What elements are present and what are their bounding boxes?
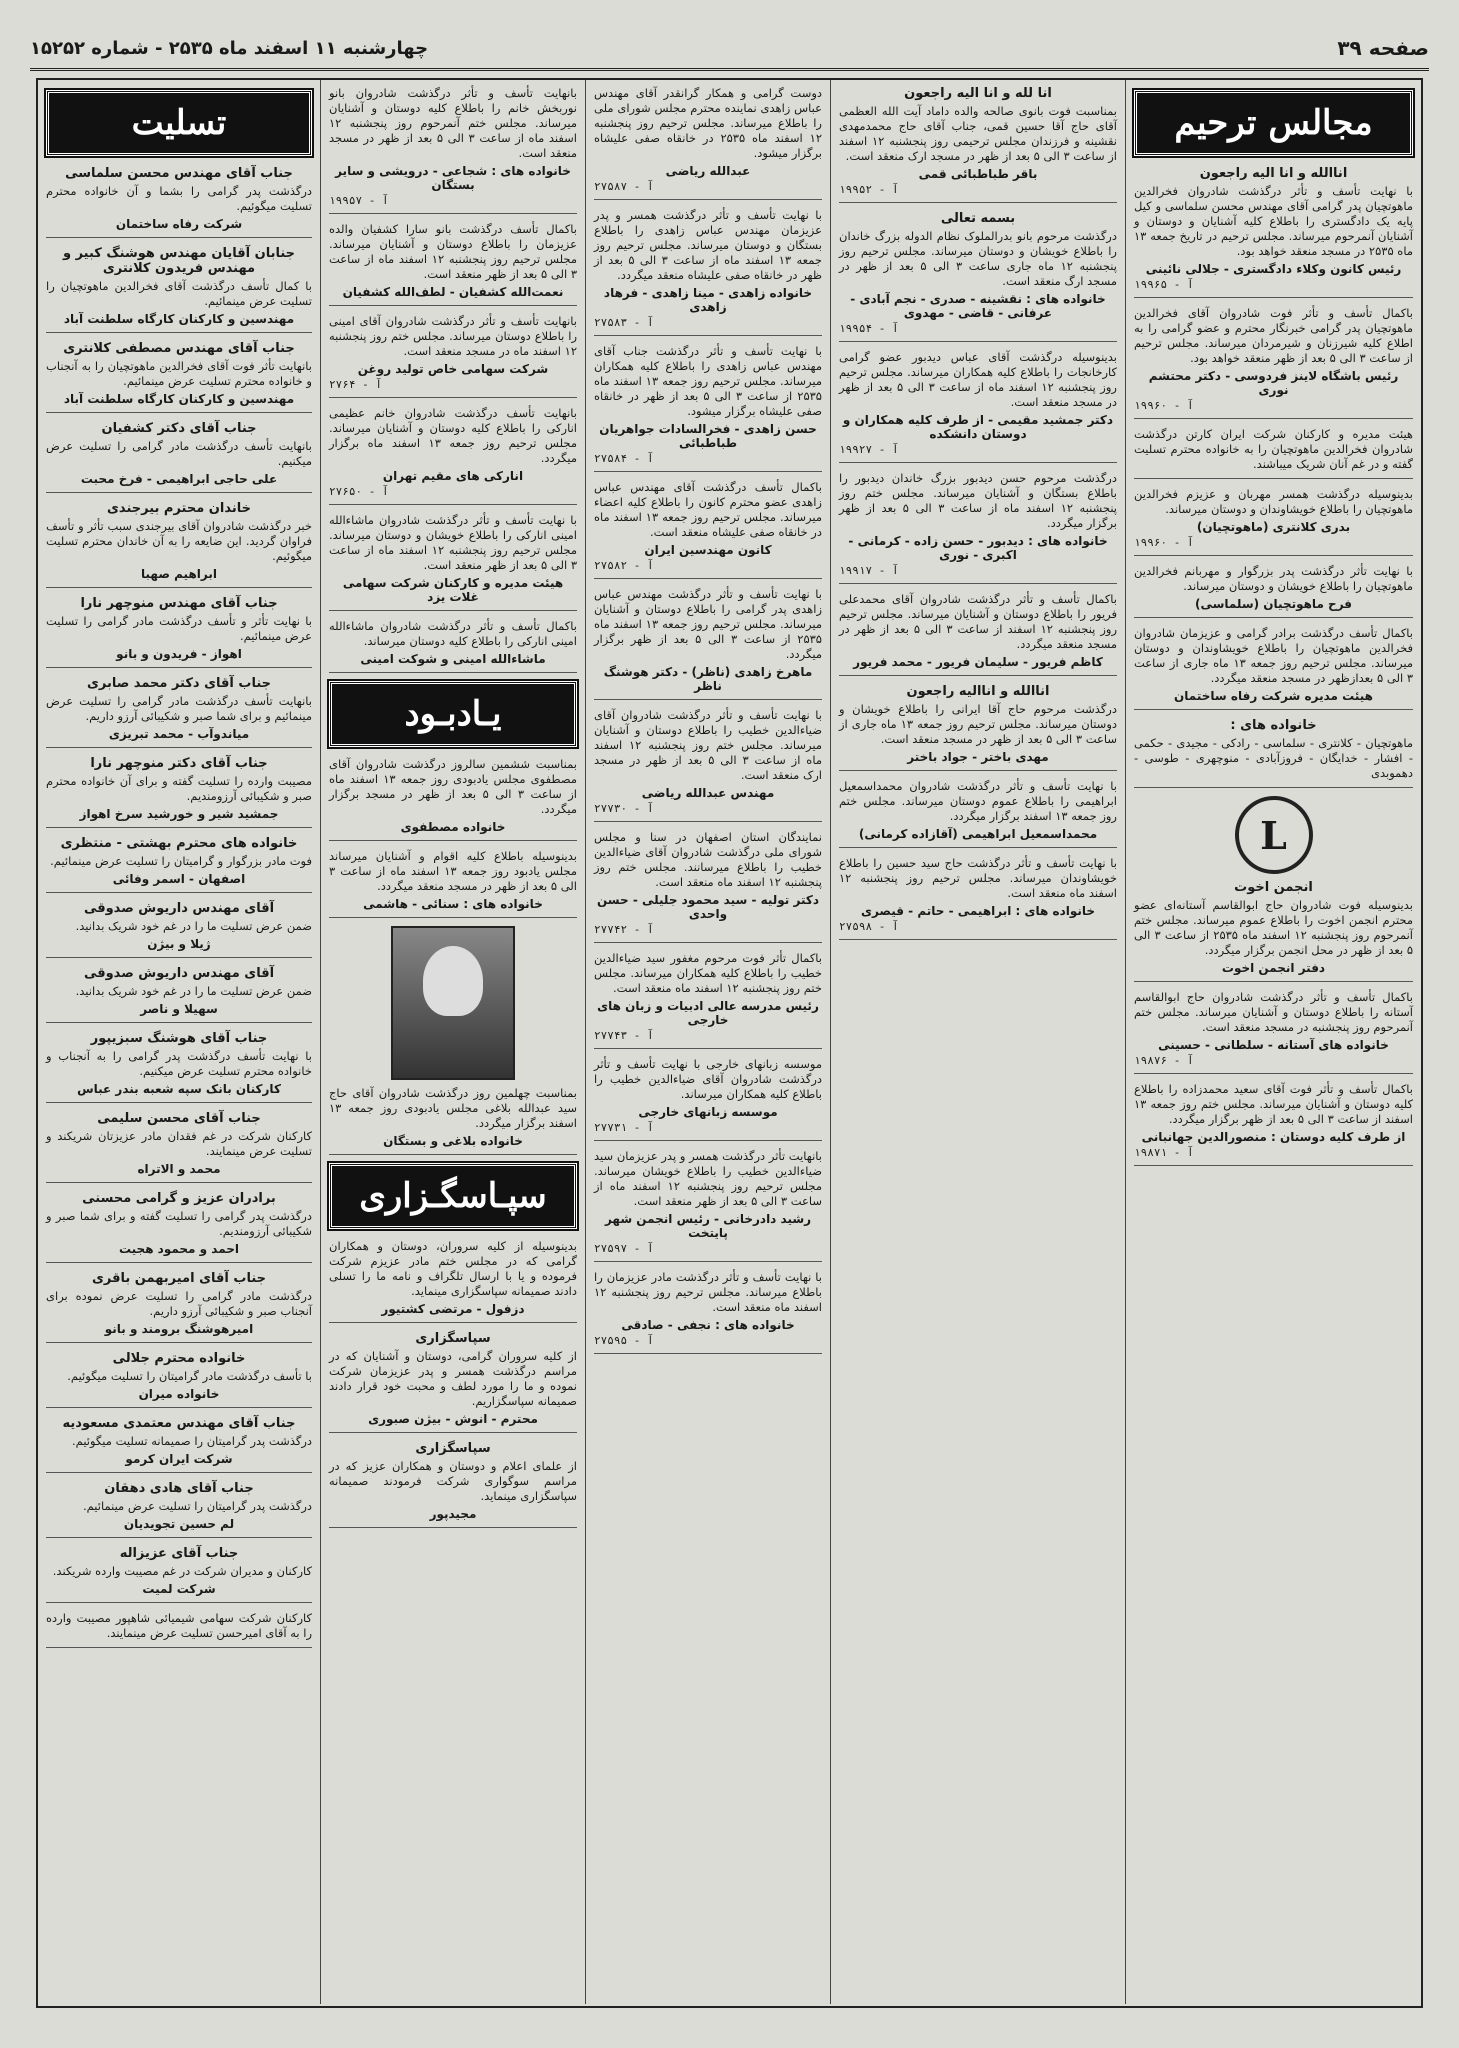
notice-body: بانهایت تأسف و تأثر درگذشت شادروان آقای امینی را باطلاع دوستان میرساند. مجلس ختم روز پنجشنبه ۱۲ اسفند ماه در مسجد منعقد است. [329, 314, 577, 358]
notice-block [1134, 626, 1413, 710]
notice-body: با نهایت تأسف و تأثر درگذشت شادروان فخرالدین ماهوتچیان پدر گرامی آقای مهندس محسن سلماسی و کیل پایه یک دادگستری را باطلاع کلیه آشنایان و دوستان و آشنایان آنمرحوم میرساند. مجلس ترحیم در تاریخ جمعه ۱۳ ماه ۲۵۳۵ در مسجد منعقد خواهد بود. [1134, 184, 1413, 258]
notice-code: آ - ۱۹۸۷۶ [1134, 1054, 1194, 1067]
notice-signature: خانواده زاهدی - مینا زاهدی - فرهاد زاهدی [603, 286, 813, 314]
notice-signature: دفتر انجمن اخوت [1221, 961, 1326, 975]
notice-body: بانهایت تأثر فوت آقای فخرالدین ماهوتچیان را به آنجناب و خانواده محترم تسلیت عرض مینمائیم. [46, 359, 312, 388]
notice-signature: لم حسین تجویدیان [123, 1517, 235, 1531]
notice-signature: باقر طباطبائی قمی [918, 167, 1038, 181]
notice-code: آ - ۲۷۵۸۴ [594, 452, 654, 465]
notice-signature: امیرهوشنگ برومند و بانو [104, 1322, 254, 1336]
notice-code: آ - ۱۹۹۶۰ [1134, 399, 1194, 412]
notice-block [46, 676, 312, 748]
notice-body: کارکنان شرکت سهامی شیمیائی شاهپور مصیبت وارده را به آقای امیرحسن تسلیت عرض مینمایند. [46, 1611, 312, 1640]
notice-body: با نهایت تأسف و تأثر درگذشت همسر و پدر عزیزمان مهندس عباس زاهدی را باطلاع بستگان و دوستان میرساند. مجلس ترحیم روز جمعه ۱۳ اسفند ماه از ساعت ۳ الی ۵ بعد از ظهر در خانقاه صفی علیشاه منعقد میگردد. [594, 208, 822, 282]
notice-body: با نهایت تأسف و تأثر درگذشت مادر عزیزمان را باطلاع میرساند. مجلس ترحیم روز پنجشنبه ۱۲ اسفند ماه منعقد است. [594, 1270, 822, 1314]
notice-body: بدینوسیله فوت شادروان حاج ابوالقاسم آستانه‌ای عضو محترم انجمن اخوت را باطلاع عموم میرساند. مجلس ختم آنمرحوم روز پنجشنبه ۱۲ اسفند ماه ۲۵۳۵ از ساعت ۳ الی ۵ بعد از ظهر در محل انجمن برگزار میگردد. [1134, 898, 1414, 957]
notice-heading: جناب آقای هادی دهقان [104, 1481, 254, 1496]
notice-signature: شرکت سهامی خاص تولید روغن [357, 362, 549, 376]
notice-heading: جناب آقای مهندس مصطفی کلانتری [63, 341, 295, 356]
page-number: صفحه ۳۹ [1337, 36, 1429, 60]
notice-code: آ - ۱۹۹۵۴ [839, 322, 899, 335]
notice-signature: سهیلا و ناصر [140, 1002, 218, 1016]
notice-body: با نهایت تأسف و تأثر درگذشت شادروان محمداسمعیل ابراهیمی را باطلاع عموم دوستان میرساند. مجلس ختم روز جمعه ۱۳ اسفند برگزار میگردد. [839, 779, 1117, 823]
notice-block [594, 208, 822, 336]
notice-body: ضمن عرض تسلیت ما را در غم خود شریک بدانید. [75, 919, 312, 933]
notice-signature: محمد و الاتراه [137, 1162, 221, 1176]
notice-block [46, 1191, 312, 1263]
notice-heading: جناب آقای محسن سلیمی [97, 1111, 261, 1126]
notice-heading: جناب آقای امیربهمن باقری [91, 1271, 266, 1286]
notice-signature: رئیس کانون وکلاء دادگستری - جلالی نائینی [1145, 262, 1402, 276]
notice-block [46, 1271, 312, 1343]
notice-signature: نعمت‌الله کشفیان - لطف‌الله کشفیان [342, 285, 564, 299]
notice-code: آ - ۲۷۵۸۳ [594, 316, 654, 329]
notice-code: آ - ۱۹۹۵۲ [839, 183, 899, 196]
notice-body: از کلیه سروران گرامی، دوستان و آشنایان که در مراسم درگذشت همسر و پدر عزیزمان شرکت نموده و ما را مورد لطف و محبت خود قرار دادند صمیمانه سپاسگزاریم. [329, 1349, 577, 1408]
notice-code: آ - ۲۷۵۸۲ [594, 559, 654, 572]
notice-body: بانهایت تأسف و تأثر درگذشت شادروان بانو نوربخش خانم را باطلاع کلیه دوستان و آشنایان میرساند. مجلس ختم آنمرحوم روز پنجشنبه ۱۲ اسفند ماه از ساعت ۳ الی ۵ بعد از ظهر در مسجد منعقد است. [329, 86, 577, 160]
notice-body: درگذشت پدر گرامیتان را تسلیت عرض مینمائیم. [82, 1499, 312, 1513]
notice-body: بانهایت تأسف درگذشت مادر گرامی را تسلیت عرض میکنیم. [46, 439, 312, 468]
notice-body: بمناسبت فوت بانوی صالحه والده داماد آیت الله العظمی آقای حاج آقا حسین قمی، جناب آقای حاج محمدمهدی نقشینه و فرزندان مجلس ترحیمی روز پنجشنبه ۱۲ اسفند از ساعت ۳ الی ۵ بعد از ظهر در مسجد ارک منعقد است. [839, 104, 1117, 163]
notice-signature: علی حاجی ابراهیمی - فرخ محبت [80, 472, 278, 486]
section-banner-taslit: تسلیت [46, 90, 312, 156]
lions-club-emblem: L [1235, 796, 1313, 874]
notice-signature: ابراهیم صهبا [141, 567, 217, 581]
notice-signature: رئیس باشگاه لاینز فردوسی - دکتر محتشم نوری [1148, 369, 1399, 397]
notice-code: آ - ۱۹۹۱۷ [839, 564, 899, 577]
notice-signature: ماشاءالله امینی و شوکت امینی [360, 652, 546, 666]
notice-signature: خانواده مصطفوی [400, 820, 506, 834]
notice-body: بدینوسیله درگذشت همسر مهربان و عزیزم فخرالدین ماهوتچیان را باطلاع خویشاوندان و دوستان میرساند. [1134, 487, 1413, 516]
notice-body: باکمال تأسف درگذشت بانو سارا کشفیان والده عزیزمان را باطلاع دوستان و آشنایان میرساند. مجلس ترحیم روز پنجشنبه ۱۲ اسفند ماه از ساعت ۳ الی ۵ بعد از ظهر منعقد است. [329, 222, 578, 281]
notice-body: نمایندگان استان اصفهان در سنا و مجلس شورای ملی درگذشت شادروان آقای ضیاءالدین خطیب را باطلاع میرسانند. مجلس ختم روز پنجشنبه ۱۲ اسفند ماه منعقد است. [594, 830, 822, 889]
notice-block [594, 1270, 822, 1354]
notice-heading: اناالله و اناالیه راجعون [906, 684, 1050, 699]
notice-signature: کاظم فریور - سلیمان فریور - محمد فریور [853, 655, 1103, 669]
notice-block [329, 513, 577, 611]
notice-body: بانهایت تأسف درگذشت شادروان خانم عظیمی انارکی را باطلاع کلیه دوستان و آشنایان میرساند. مجلس ترحیم روز جمعه ۱۳ اسفند ماه برگزار میگردد. [329, 406, 577, 465]
notice-block [46, 166, 312, 238]
notice-body: از علمای اعلام و دوستان و همکاران عزیز که در مراسم سوگواری شرکت فرمودند صمیمانه سپاسگزاری مینماید. [329, 1459, 577, 1503]
notice-heading: جناب آقای مهندس معتمدی مسعودیه [62, 1416, 296, 1431]
notice-body: درگذشت مرحوم بانو بدرالملوک نظام الدوله بزرگ خاندان را باطلاع خویشان و دوستان میرساند. مجلس ترحیم روز پنجشنبه ۱۲ ماه جاری ساعت ۳ الی ۵ بعد از ظهر در مسجد ارگ منعقد است. [839, 229, 1117, 288]
notice-body: باکمال تأسف و تأثر درگذشت شادروان حاج ابوالقاسم آستانه را باطلاع دوستان و آشنایان میرساند. مجلس ختم آنمرحوم روز پنجشنبه در مسجد منعقد است. [1134, 990, 1413, 1034]
notice-heading: جناب آقای دکتر منوچهر نارا [90, 756, 268, 771]
notice-heading: خاندان محترم بیرجندی [107, 501, 251, 516]
notice-signature: از طرف کلیه دوستان : منصورالدین جهانبانی [1141, 1130, 1406, 1144]
notice-signature: مجیدپور [429, 1507, 477, 1521]
notice-body: دوست گرامی و همکار گرانقدر آقای مهندس عباس زاهدی نماینده محترم مجلس شورای ملی را باطلاع میرساند. مجلس ترحیم روز پنجشنبه ۱۲ اسفند ماه ۲۵۳۵ در خانقاه صفی علیشاه برگزار میشود. [594, 86, 822, 160]
notice-block [594, 344, 822, 472]
notice-block [594, 480, 822, 579]
notice-signature: ماهرخ زاهدی (ناظر) - دکتر هوشنگ ناظر [603, 665, 813, 693]
notice-block [46, 501, 312, 588]
notice-heading: خانواده محترم جلالی [112, 1351, 246, 1366]
notice-signature: هیئت مدیره شرکت رفاه ساختمان [1174, 689, 1373, 703]
notice-signature: اهواز - فریدون و بانو [116, 647, 242, 661]
notice-code: آ - ۲۷۷۳۱ [594, 1121, 654, 1134]
notice-body: باکمال تأسف درگذشت برادر گرامی و عزیزمان شادروان فخرالدین ماهوتچیان را باطلاع خویشاوندان و دوستان میرساند. مجلس ترحیم روز جمعه ۱۳ ماه جاری از ساعت ۳ الی ۵ بعدازظهر در مسجد منعقد میگردد. [1134, 626, 1413, 685]
notice-block [329, 1441, 577, 1528]
portrait-photo [391, 926, 515, 1080]
notice-block [1134, 1082, 1413, 1166]
notice-body: ضمن عرض تسلیت ما را در غم خود شریک بدانید. [75, 984, 312, 998]
notice-block [1134, 427, 1413, 479]
column-taslit [38, 80, 320, 2004]
notice-body: با نهایت تأسف و تأثر درگذشت شادروان آقای ضیاءالدین خطیب را باطلاع دوستان و آشنایان میرساند. مجلس ختم روز پنجشنبه ۱۲ اسفند ماه از ساعت ۳ الی ۵ بعد از ظهر در مسجد ارک منعقد است. [594, 708, 822, 782]
notice-body: درگذشت پدر گرامی را تسلیت گفته و برای شما صبر و شکیبائی آرزومندیم. [46, 1209, 312, 1238]
notice-block [329, 849, 577, 918]
notice-signature: خانواده های : سنائی - هاشمی [363, 897, 543, 911]
section-banner-majales-tarhim: مجالس ترحیم [1134, 90, 1413, 156]
notice-block [1134, 718, 1413, 788]
notice-heading: جناب آقای دکتر کشفیان [101, 421, 257, 436]
notice-block [594, 830, 822, 943]
notice-signature: مهندسین و کارکنان کارگاه سلطنت آباد [63, 392, 295, 406]
notice-heading: خانواده های محترم بهشتی - منتظری [60, 836, 298, 851]
notice-code: آ - ۱۹۹۶۰ [1134, 536, 1194, 549]
notice-signature: خانواده های آستانه - سلطانی - حسینی [1158, 1038, 1389, 1052]
notice-block [1134, 487, 1413, 556]
notice-heading: جناب آقای مهندس منوچهر نارا [80, 596, 278, 611]
notice-signature: دکتر تولیه - سید محمود جلیلی - حسن واحدی [597, 893, 819, 921]
notice-block [46, 1031, 312, 1103]
notice-heading: جنابان آقایان مهندس هوشنگ کبیر و مهندس فریدون کلانتری [62, 246, 296, 276]
notice-block [46, 1546, 312, 1603]
notice-block [329, 1331, 577, 1433]
notice-signature: اصفهان - اسمر وفائی [112, 872, 246, 886]
notice-block [1134, 564, 1413, 618]
running-head [30, 28, 1429, 71]
notice-code: آ - ۲۷۵۹۷ [594, 1242, 654, 1255]
notice-signature: مهدی باختر - جواد باختر [907, 750, 1049, 764]
notice-code: آ - ۲۷۷۴۲ [594, 923, 654, 936]
notice-body: درگذشت پدر گرامی را بشما و آن خانواده محترم تسلیت میگوئیم. [46, 184, 312, 213]
notice-block [46, 421, 312, 493]
section-banner-sepasgozari: سپـاسگـزاری [329, 1163, 577, 1229]
notice-signature: مهندس عبدالله ریاضی [641, 786, 775, 800]
notice-block [839, 471, 1117, 584]
notice-body: فوت مادر بزرگوار و گرامیتان را تسلیت عرض مینمائیم. [50, 854, 312, 868]
notice-body: ماهوتچیان - کلانتری - سلماسی - رادکی - مجیدی - حکمی - افشار - خدایگان - فروزآبادی - منوچهری - طوسی - دهموبدی [1134, 736, 1413, 780]
notice-body: باکمال تأسف و تأثر فوت شادروان آقای فخرالدین ماهوتچیان پدر گرامی خبرنگار محترم و عضو گرامی را به اطلاع کلیه شیرزنان و شیرمردان میرساند. مجلس ترحیم از ساعت ۳ الی ۵ بعد از ظهر منعقد خواهد بود. [1134, 306, 1413, 365]
photo-caption: بمناسبت چهلمین روز درگذشت شادروان آقای حاج سید عبدالله بلاغی مجلس یادبودی روز جمعه ۱۳ اسفند برگزار میگردد. [329, 1086, 577, 1130]
notice-block [594, 587, 822, 700]
notice-signature: دزفول - مرتضی کشتیور [381, 1302, 525, 1316]
notice-heading: جناب آقای دکتر محمد صابری [86, 676, 272, 691]
notice-body: باکمال تأسف و تأثر درگذشت شادروان ماشاءالله امینی انارکی را باطلاع کلیه دوستان میرساند. [329, 619, 577, 648]
notice-body: باکمال تأسف و تأثر درگذشت شادروان آقای محمدعلی فریور را باطلاع دوستان و آشنایان میرساند. مجلس ترحیم روز پنجشنبه ۱۲ اسفند از ساعت ۳ الی ۵ بعد از ظهر در مسجد منعقد میگردد. [839, 592, 1117, 651]
notice-signature: شرکت رفاه ساختمان [115, 217, 243, 231]
notice-code: آ - ۲۷۷۳۰ [594, 802, 654, 815]
notice-block [46, 836, 312, 893]
notice-body: بدینوسیله باطلاع کلیه اقوام و آشنایان میرساند مجلس یادبود روز جمعه ۱۳ اسفند ماه از ساعت ۳ الی ۵ بعد از ظهر در مسجد منعقد میگردد. [329, 849, 577, 893]
notice-body: موسسه زبانهای خارجی با نهایت تأسف و تأثر درگذشت شادروان آقای ضیاءالدین خطیب را باطلاع کلیه همکاران میرساند. [594, 1057, 822, 1101]
notice-block [839, 592, 1117, 676]
notice-block [839, 779, 1117, 848]
notice-body: با نهایت تأثر درگذشت پدر بزرگوار و مهربانم فخرالدین ماهوتچیان را باطلاع خویشان و دوستان میرساند. [1134, 564, 1413, 593]
notice-signature: خانواده میران [138, 1387, 220, 1401]
notice-block [329, 406, 577, 505]
notice-block [329, 1239, 577, 1323]
notice-block [46, 1416, 312, 1473]
notice-heading: سپاسگزاری [415, 1441, 491, 1456]
notice-signature: احمد و محمود هجیت [118, 1242, 240, 1256]
notice-signature: بدری کلانتری (ماهوتچیان) [1196, 520, 1351, 534]
notice-signature: میاندوآب - محمد تبریزی [108, 727, 250, 741]
notice-heading: آقای مهندس داریوش صدوقی [83, 901, 275, 916]
notice-code: آ - ۱۹۸۷۱ [1134, 1146, 1194, 1159]
notice-block [46, 901, 312, 958]
notice-signature: شرکت ایران کرمو [125, 1452, 233, 1466]
notice-signature: محمداسمعیل ابراهیمی (آقازاده کرمانی) [858, 827, 1098, 841]
notice-heading: جناب آقای مهندس محسن سلماسی [65, 166, 293, 181]
notice-body: درگذشت مادر گرامی را تسلیت عرض نموده برای آنجناب صبر و شکیبائی آرزو داریم. [46, 1289, 312, 1318]
notice-heading: بسمه تعالی [940, 211, 1016, 226]
notice-block [839, 684, 1117, 771]
notice-body: کارکنان شرکت در غم فقدان مادر عزیزتان شریکند و تسلیت عرض مینمایند. [46, 1129, 312, 1158]
photo-notice [329, 1086, 577, 1155]
notice-signature: هیئت مدیره و کارکنان شرکت سهامی غلات یزد [342, 576, 564, 604]
photo-signature: خانواده بلاغی و بستگان [383, 1134, 523, 1148]
notice-body: کارکنان و مدیران شرکت در غم مصیبت وارده شریکند. [52, 1564, 312, 1578]
notice-body: با تأسف درگذشت مادر گرامیتان را تسلیت میگوئیم. [67, 1369, 312, 1383]
notice-code: آ - ۲۷۵۸۷ [594, 180, 654, 193]
column-2 [830, 80, 1125, 2004]
notice-block [839, 211, 1117, 342]
notice-body: بدینوسیله از کلیه سروران، دوستان و همکاران گرامی که در مجلس ختم مادر عزیزم شرکت فرموده و یا با ارسال تلگراف و نامه ما را تسلی دادند صمیمانه سپاسگزاری مینماید. [329, 1239, 577, 1298]
notice-signature: رشید دادرخانی - رئیس انجمن شهر پایتخت [604, 1212, 812, 1240]
notice-signature: خانواده های : نقشینه - صدری - نجم آبادی - عرفانی - قاضی - مهدوی [850, 292, 1106, 320]
notice-body: بدینوسیله درگذشت آقای عباس دیدبور عضو گرامی کارخانجات را باطلاع کلیه همکاران میرساند. مجلس ترحیم روز پنجشنبه ۱۲ اسفند ماه از ساعت ۳ الی ۵ بعد از ظهر در مسجد منعقد است. [839, 350, 1117, 409]
notice-body: باکمال تأثر فوت مرحوم مغفور سید ضیاءالدین خطیب را باطلاع کلیه همکاران میرساند. مجلس ختم روز پنجشنبه ۱۲ اسفند ماه منعقد است. [594, 951, 822, 995]
notice-block [46, 756, 312, 828]
notice-body: با نهایت تأثر و تأسف درگذشت مادر گرامی را تسلیت عرض مینمائیم. [46, 614, 312, 643]
notice-signature: عبدالله ریاضی [665, 164, 751, 178]
notice-signature: انارکی های مقیم تهران [382, 469, 524, 483]
notice-signature: خانواده های : نجفی - صادقی [621, 1318, 795, 1332]
notice-body: بانهایت تأسف درگذشت مادر گرامی را تسلیت عرض مینمائیم و برای شما صبر و شکیبائی آرزو داریم. [46, 694, 312, 723]
notice-block [594, 1057, 822, 1141]
notice-signature: جمشید شیر و خورشید سرخ اهواز [79, 807, 279, 821]
notice-body: باکمال تأسف و تأثر فوت آقای سعید محمدزاده را باطلاع کلیه دوستان و آشنایان میرساند. مجلس ختم روز جمعه ۱۳ اسفند از ساعت ۳ الی ۵ بعد از ظهر برگزار میگردد. [1134, 1082, 1413, 1126]
notice-block [594, 86, 822, 200]
notice-signature: خانواده های : شجاعی - درویشی و سایر بستگان [335, 164, 571, 192]
column-3 [585, 80, 830, 2004]
notice-block [46, 596, 312, 668]
notice-signature: خانواده های : دیدبور - حسن زاده - کرمانی - اکبری - نوری [848, 534, 1108, 562]
issue-line: چهارشنبه ۱۱ اسفند ماه ۲۵۳۵ - شماره ۱۵۲۵۲ [30, 37, 429, 59]
notice-heading: خانواده های : [1230, 718, 1317, 733]
notice-block [839, 856, 1117, 940]
notice-body: بانهایت تأثر درگذشت همسر و پدر عزیزمان سید ضیاءالدین خطیب را باطلاع خویشان میرساند. مجلس ترحیم روز پنجشنبه ۱۲ اسفند ماه از ساعت ۳ الی ۵ بعد از ظهر منعقد است. [594, 1149, 823, 1208]
notice-block [1134, 166, 1413, 298]
notice-body: با نهایت تأسف و تأثر درگذشت جناب آقای مهندس عباس زاهدی را باطلاع کلیه همکاران میرساند. مجلس ترحیم روز جمعه ۱۳ اسفند ماه ۲۵۳۵ از ساعت ۳ الی ۵ بعد از ظهر در خانقاه صفی علیشاه برگزار میشود. [594, 344, 822, 418]
notice-signature: مهندسین و کارکنان کارگاه سلطنت آباد [63, 312, 295, 326]
notice-block [594, 708, 822, 822]
notice-block [1134, 306, 1413, 419]
notice-body: باکمال تأسف درگذشت آقای مهندس عباس زاهدی عضو محترم کانون را باطلاع کلیه اعضاء میرساند. مجلس ترحیم روز جمعه ۱۳ اسفند ماه در خانقاه صفی علیشاه منعقد است. [594, 480, 822, 539]
notice-block [329, 619, 577, 673]
notice-block [329, 757, 577, 841]
notice-heading: انجمن اخوت [1234, 880, 1313, 895]
notice-body: با کمال تأسف درگذشت آقای فخرالدین ماهوتچیان را تسلیت عرض مینمائیم. [46, 279, 312, 308]
notice-signature: دکتر جمشید مقیمی - از طرف کلیه همکاران و دوستان دانشکده [842, 413, 1114, 441]
notice-body: با نهایت تأسف درگذشت پدر گرامی را به آنجناب و خانواده محترم تسلیت عرض میکنیم. [46, 1049, 312, 1078]
notice-code: آ - ۱۹۹۶۵ [1134, 278, 1194, 291]
notice-block [1134, 990, 1413, 1074]
notice-heading: جناب آقای عزیزاله [119, 1546, 239, 1561]
section-banner-yadbud: یـادبـود [329, 681, 577, 747]
notice-block [46, 966, 312, 1023]
notice-body: هیئت مدیره و کارکنان شرکت ایران کارتن درگذشت شادروان فخرالدین ماهوتچیان را به خانواده محترم تسلیت گفته و در غم آنان شریک میباشند. [1134, 427, 1413, 471]
notice-block [46, 1351, 312, 1408]
notice-signature: کارکنان بانک سپه شعبه بندر عباس [77, 1082, 281, 1096]
notice-heading: آقای مهندس داریوش صدوقی [83, 966, 275, 981]
notice-signature: حسن زاهدی - فخرالسادات جواهریان طباطبائی [599, 422, 817, 450]
notice-signature: ژیلا و بیژن [147, 937, 211, 951]
notice-body: با نهایت تأسف و تأثر درگذشت مهندس عباس زاهدی پدر گرامی را باطلاع دوستان و آشنایان میرساند. مجلس ترحیم روز جمعه ۱۳ اسفند ماه ۲۵۳۵ از ساعت ۳ الی ۵ بعد از ظهر برگزار میگردد. [594, 587, 822, 661]
notice-block [1134, 880, 1413, 982]
notice-block [46, 1611, 312, 1648]
notice-code: آ - ۱۹۹۲۷ [839, 443, 899, 456]
notice-body: درگذشت مرحوم حاج آقا ایرانی را باطلاع خویشان و دوستان میرساند. مجلس ترحیم روز جمعه ۱۳ ماه جاری از ساعت ۳ الی ۵ بعد از ظهر در مسجد منعقد است. [839, 702, 1117, 746]
column-majales-tarhim [1125, 80, 1421, 2004]
notice-heading: انا لله و انا الیه راجعون [904, 86, 1052, 101]
notice-code: آ - ۲۷۵۹۵ [594, 1334, 654, 1347]
notice-code: آ - ۱۹۹۵۷ [329, 194, 389, 207]
notice-signature: محترم - انوش - بیژن صبوری [368, 1412, 538, 1426]
notice-signature: موسسه زبانهای خارجی [638, 1105, 778, 1119]
notice-code: آ - ۲۷۷۴۳ [594, 1029, 654, 1042]
notice-signature: رئیس مدرسه عالی ادبیات و زبان های خارجی [597, 999, 819, 1027]
notice-body: درگذشت مرحوم حسن دیدبور بزرگ خاندان دیدبور را باطلاع بستگان و آشنایان میرساند. مجلس ختم روز پنجشنبه ۱۲ اسفند ماه از ساعت ۳ الی ۵ بعد از ظهر برگزار میگردد. [839, 471, 1117, 530]
notice-block [594, 951, 822, 1049]
notice-signature: شرکت لمیت [142, 1582, 216, 1596]
notice-code: آ - ۲۷۶۵۰ [329, 485, 389, 498]
notice-block [329, 314, 577, 398]
notice-block [46, 341, 312, 413]
notice-body: مصیبت وارده را تسلیت گفته و برای آن خانواده محترم صبر و شکیبائی آرزومندیم. [46, 774, 312, 803]
notice-block [46, 1481, 312, 1538]
notice-block [839, 350, 1117, 463]
notice-body: با نهایت تأسف و تأثر درگذشت حاج سید حسین را باطلاع خویشاوندان میرساند. مجلس ترحیم روز پنجشنبه ۱۲ اسفند ماه منعقد است. [839, 856, 1117, 900]
notice-block [46, 1111, 312, 1183]
notice-block [329, 222, 577, 306]
notice-signature: خانواده های : ابراهیمی - حاتم - قیصری [860, 904, 1096, 918]
notice-block [46, 246, 312, 333]
notice-signature: فرح ماهوتچیان (سلماسی) [1194, 597, 1353, 611]
notice-block [839, 86, 1117, 203]
notice-body: بمناسبت ششمین سالروز درگذشت شادروان آقای مصطفوی مجلس یادبودی روز جمعه ۱۳ اسفند ماه از ساعت ۳ الی ۵ بعد از ظهر در مسجد برگزار میگردد. [329, 757, 577, 816]
notice-signature: کانون مهندسین ایران [644, 543, 772, 557]
notice-heading: برادران عزیز و گرامی محسنی [82, 1191, 276, 1206]
notice-heading: اناالله و انا الیه راجعون [1199, 166, 1348, 181]
notice-code: آ - ۲۷۶۴ [329, 378, 382, 391]
notice-heading: جناب آقای هوشنگ سبزیپور [90, 1031, 268, 1046]
column-4 [320, 80, 585, 2004]
notice-block [329, 86, 577, 214]
notice-heading: سپاسگزاری [415, 1331, 491, 1346]
notice-body: درگذشت پدر گرامیتان را صمیمانه تسلیت میگوئیم. [72, 1434, 312, 1448]
notice-block [594, 1149, 822, 1262]
notice-code: آ - ۲۷۵۹۸ [839, 920, 899, 933]
notice-body: خبر درگذشت شادروان آقای بیرجندی سبب تأثر و تأسف فراوان گردید. این ضایعه را به آن خاندان محترم تسلیت میگوئیم. [46, 519, 312, 563]
notice-body: با نهایت تأسف و تأثر درگذشت شادروان ماشاءالله امینی انارکی را باطلاع خویشان و دوستان میرساند. مجلس ترحیم روز پنجشنبه ۱۲ اسفند ماه از ساعت ۳ الی ۵ بعد از ظهر منعقد است. [329, 513, 578, 572]
